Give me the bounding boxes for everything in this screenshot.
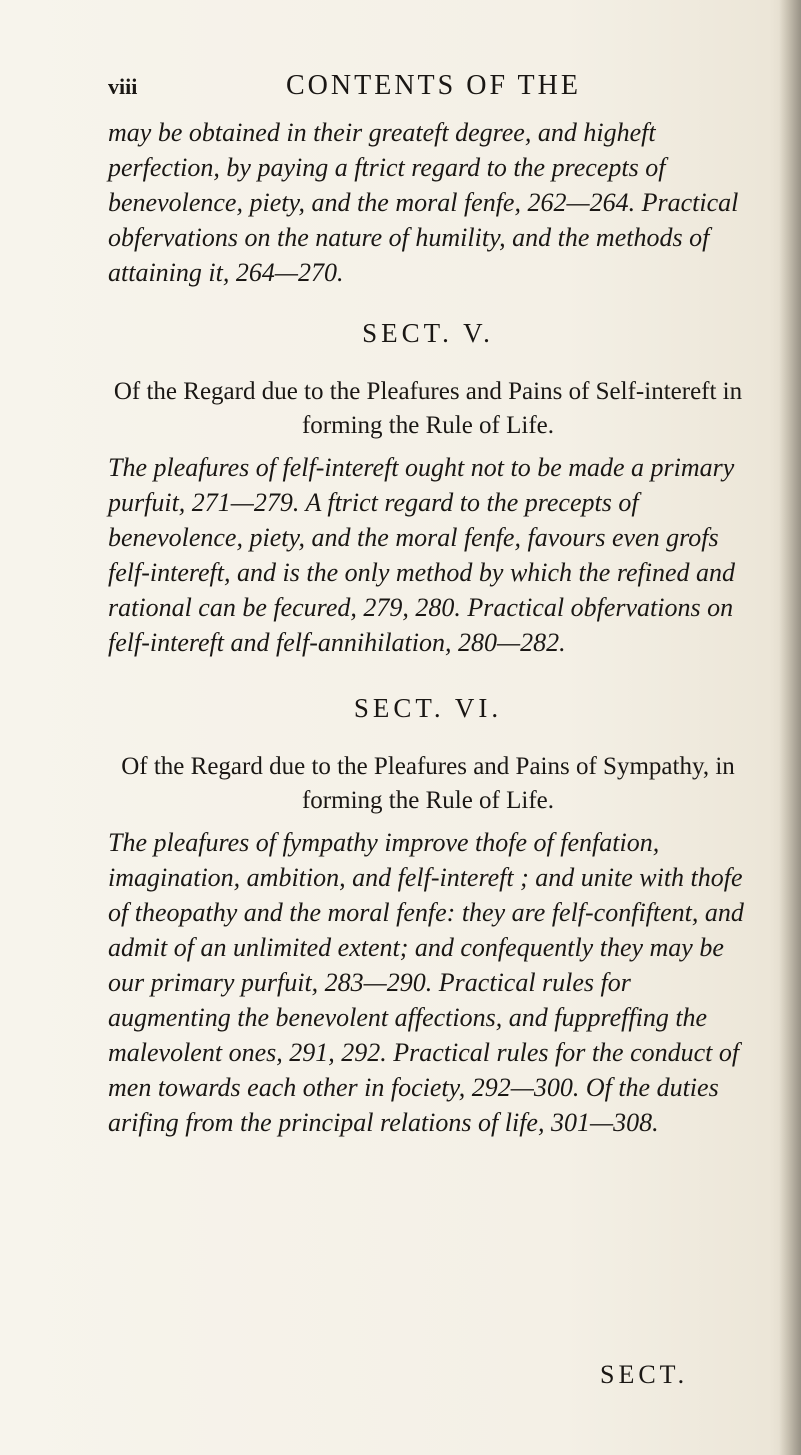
section-summary-vi: The pleafures of fympathy improve thofe of fenfation, imagination, ambition, and felf-intereft ; and unite with thofe of theopathy and the moral fenfe: they are felf-confiftent, and admit of an unlimited extent; and confequently they may be our primary purfuit, 283—290. Practical rules for augmenting the benevolent affections, and fuppreffing the malevolent ones, 291, 292. Practical rules for the conduct of men towards each other in fociety, 292—300. Of the duties arifing from the principal relations of life, 301—308. (108, 828, 744, 1137)
section-title-v: Of the Regard due to the Pleafures and Pains of Self-intereft in forming the Rule of Life. (113, 378, 743, 439)
running-head (108, 70, 708, 104)
intro-paragraph: may be obtained in their greateft degree, and higheft perfection, by paying a ftrict regard to the precepts of benevolence, piety, and the moral fenfe, 262—264. Practical obfervations on the nature of humility, and the methods of attaining it, 264—270. (108, 118, 739, 287)
page-edge-shadow (779, 0, 801, 1455)
section-heading-vi: SECT. VI. (353, 693, 503, 723)
section-title-vi: Of the Regard due to the Pleafures and Pains of Sympathy, in forming the Rule of Life. (121, 753, 735, 814)
section-summary-v: The pleafures of felf-intereft ought not to be made a primary purfuit, 271—279. A ftrict regard to the precepts of benevolence, piety, and the moral fenfe, favours even grofs felf-intereft, and is the only method by which the refined and rational can be fecured, 279, 280. Practical obfervations on felf-intereft and felf-annihilation, 280—282. (108, 453, 735, 657)
catchword: SECT. (600, 1360, 689, 1389)
page-number: viii (108, 74, 138, 99)
section-heading-v: SECT. V. (362, 318, 494, 348)
running-title: CONTENTS OF THE (286, 70, 581, 101)
